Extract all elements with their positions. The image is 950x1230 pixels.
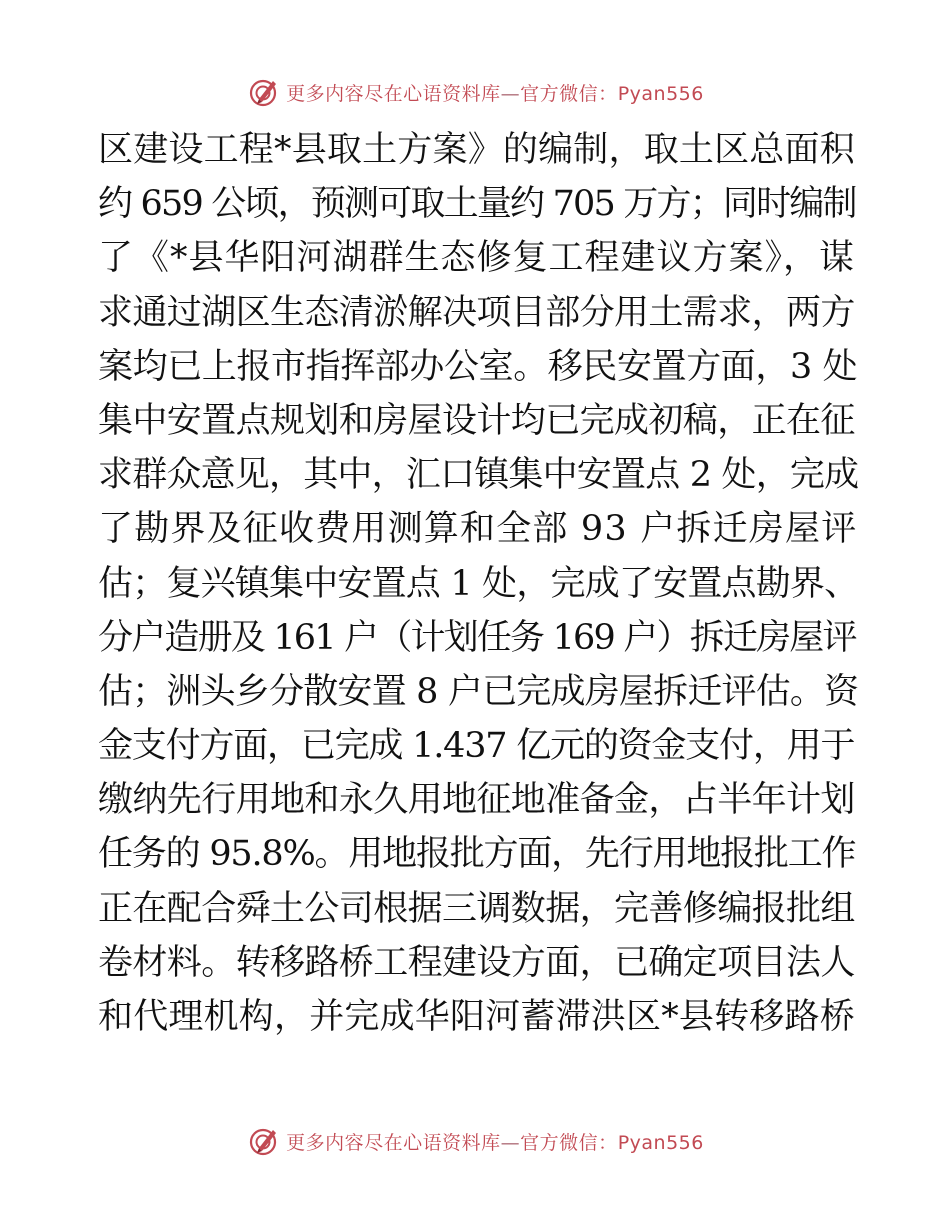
body-line: 案均已上报市指挥部办公室。移民安置方面，3 处	[98, 346, 858, 387]
watermark-wechat-label: 官方微信：	[520, 1131, 618, 1154]
pen-logo-icon	[246, 75, 280, 109]
watermark-separator: —	[500, 1131, 521, 1154]
body-line: 正在配合舜土公司根据三调数据，完善修编报批组	[98, 888, 855, 929]
body-line: 金支付方面，已完成 1.437 亿元的资金支付，用于	[98, 726, 855, 767]
pen-logo-icon	[246, 1124, 280, 1158]
watermark-main: 更多内容尽在心语资料库	[286, 82, 501, 105]
footer-watermark	[0, 1121, 950, 1161]
body-line: 缴纳先行用地和永久用地征地准备金，占半年计划	[98, 780, 855, 821]
body-line: 求通过湖区生态清淤解决项目部分用土需求，两方	[98, 292, 855, 333]
watermark-separator: —	[500, 82, 521, 105]
body-line: 区建设工程*县取土方案》的编制，取土区总面积	[98, 130, 855, 170]
body-line: 和代理机构，并完成华阳河蓄滞洪区*县转移路桥	[98, 997, 855, 1037]
body-line: 分户造册及 161 户（计划任务 169 户）拆迁房屋评	[98, 617, 856, 658]
header-watermark	[0, 72, 950, 112]
body-line: 了《*县华阳河湖群生态修复工程建议方案》，谋	[98, 238, 856, 279]
body-line: 卷材料。转移路桥工程建设方面，已确定项目法人	[98, 942, 855, 983]
watermark-main: 更多内容尽在心语资料库	[286, 1131, 501, 1154]
body-line: 估；复兴镇集中安置点 1 处，完成了安置点勘界、	[98, 563, 859, 604]
watermark-wechat-id: Pyan556	[617, 1131, 704, 1154]
watermark-wechat-id: Pyan556	[617, 82, 704, 105]
watermark-text	[286, 1128, 704, 1155]
body-line: 了勘界及征收费用测算和全部 93 户拆迁房屋评	[98, 509, 858, 550]
body-line: 估；洲头乡分散安置 8 户已完成房屋拆迁评估。资	[98, 671, 859, 712]
document-body	[98, 123, 858, 1044]
body-line: 任务的 95.8%。用地报批方面，先行用地报批工作	[98, 834, 856, 875]
body-line: 集中安置点规划和房屋设计均已完成初稿，正在征	[98, 400, 855, 441]
body-line: 约 659 公顷，预测可取土量约 705 万方；同时编制	[98, 184, 856, 225]
watermark-wechat-label: 官方微信：	[520, 82, 618, 105]
watermark-text	[286, 79, 704, 106]
body-line: 求群众意见，其中，汇口镇集中安置点 2 处，完成	[98, 455, 859, 496]
